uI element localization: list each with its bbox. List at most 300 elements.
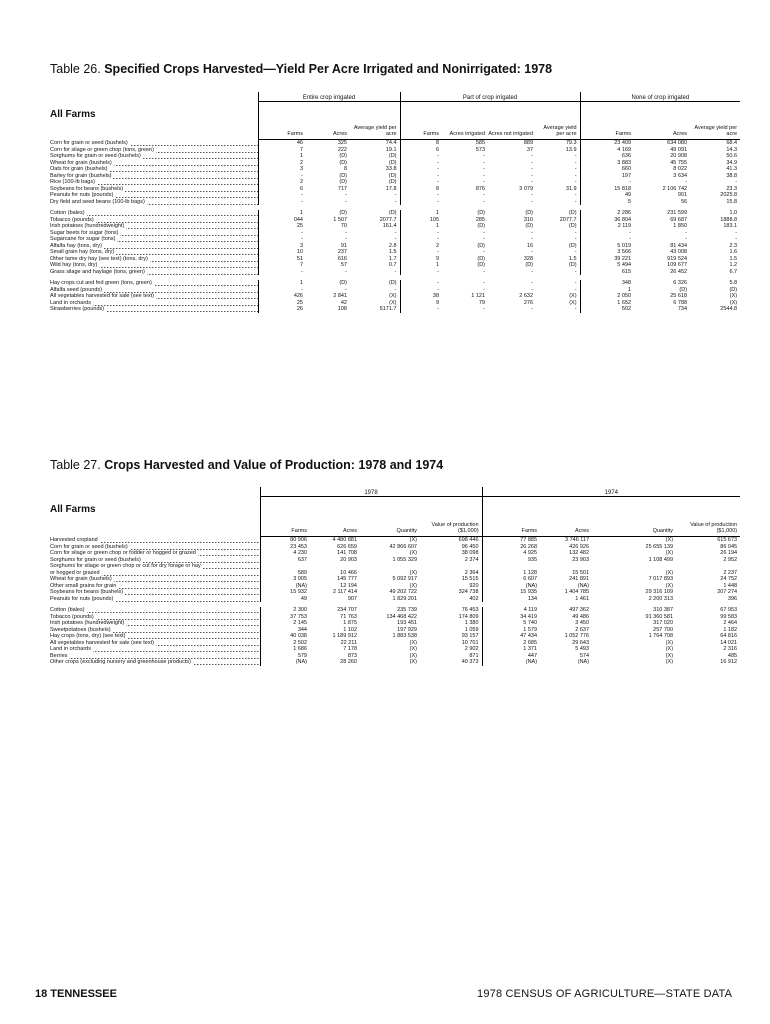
row-label-text: Rice (100-lb bags) — [50, 179, 95, 185]
row-label-text: or hogged or grazed — [50, 569, 100, 576]
table-cell: 14 021 — [720, 639, 738, 646]
table-cell: (D) — [568, 262, 577, 268]
row-label-text: Cotton (bales) — [50, 210, 85, 216]
table-cell: - — [345, 286, 347, 293]
table-cell: 5 092 917 — [392, 576, 417, 582]
row-label-text: All vegetables harvested for sale (see text) — [50, 639, 154, 646]
table-cell: 1 — [258, 153, 306, 160]
table-cell: 19.1 — [385, 146, 397, 153]
table-cell: 876 — [475, 185, 486, 192]
table-cell: 3 634 — [673, 172, 688, 179]
table-cell: 1 108 499 — [648, 556, 674, 563]
table-cell: - — [345, 192, 347, 198]
table-cell: - — [531, 249, 534, 255]
table-cell: 2 502 — [260, 640, 310, 647]
table-cell: 1 850 — [673, 223, 688, 229]
table-cell: (D) — [477, 223, 486, 229]
table-cell: 6 — [258, 186, 306, 193]
table-cell: 615 — [580, 269, 634, 276]
table-cell: 4 925 — [482, 550, 540, 557]
t27-col-header: Farms — [482, 497, 540, 537]
table-cell: 636 — [580, 153, 634, 160]
table-cell: 3 005 — [260, 576, 310, 583]
table-cell: 71 763 — [340, 613, 357, 620]
table-cell: 86 045 — [720, 543, 738, 550]
table27 — [50, 487, 740, 666]
table-cell: 285 — [475, 216, 486, 223]
table-cell: 2077.7 — [559, 216, 577, 223]
table-cell: 257 700 — [653, 626, 674, 633]
table-cell: - — [258, 199, 306, 206]
table-cell: 47 434 — [482, 633, 540, 640]
table-cell: 2 286 — [580, 210, 634, 217]
table-cell: 38.8 — [726, 172, 738, 179]
table-cell: (D) — [388, 179, 397, 185]
table-cell: 1888.8 — [720, 216, 738, 223]
table-cell: 4 480 881 — [332, 537, 357, 543]
table-cell: 1 — [400, 262, 442, 269]
table-cell: 2 300 — [260, 607, 310, 614]
table-cell: 15 501 — [572, 569, 590, 576]
table-cell: 99 583 — [720, 613, 738, 620]
table-cell: 2 050 — [580, 293, 634, 300]
table-cell: - — [483, 166, 486, 172]
table-cell: 616 — [337, 255, 347, 262]
table-cell: 39 221 — [580, 256, 634, 263]
table-cell: 717 — [337, 185, 347, 192]
table-cell: 67 953 — [720, 607, 738, 613]
table-cell: 26 194 — [720, 550, 738, 556]
table-cell: 50.6 — [726, 153, 738, 159]
table-cell: 79 — [478, 299, 486, 306]
table-cell: 145 777 — [337, 576, 357, 582]
table-cell: 1 829 201 — [392, 595, 417, 602]
table-cell: 485 — [727, 652, 738, 659]
table-cell: 41.3 — [726, 166, 738, 172]
table-cell: (X) — [665, 659, 674, 665]
table-cell: - — [574, 172, 577, 179]
table-cell: 197 929 — [397, 626, 417, 633]
table-cell: 276 — [523, 299, 534, 306]
table-cell: 660 — [580, 166, 634, 173]
row-label-text: Sorghums for grain or seed (bushels) — [50, 556, 141, 563]
table-cell: - — [400, 287, 442, 294]
table-cell: 426 — [258, 293, 306, 300]
table-cell: - — [483, 159, 486, 166]
table-cell: - — [258, 287, 306, 294]
table-row — [50, 659, 740, 666]
table-cell: 589 — [260, 570, 310, 577]
table-cell: - — [394, 229, 397, 236]
table-cell: (D) — [568, 242, 577, 249]
table-cell: - — [483, 280, 486, 286]
table-cell: 40 038 — [260, 633, 310, 640]
table-cell: (NA) — [260, 583, 310, 590]
row-label-text: Other crops (excluding nursery and greenhouse products) — [50, 659, 191, 665]
table-cell: 935 — [482, 557, 540, 564]
t27-group-1974: 1974 — [482, 487, 740, 497]
row-label-text: Wild hay (tons, dry) — [50, 262, 98, 268]
table-cell: - — [685, 236, 688, 242]
table-cell: 56 — [680, 198, 688, 205]
table-cell: 3 — [258, 166, 306, 173]
table-cell: 105 — [400, 217, 442, 224]
table-cell: 46 — [258, 140, 306, 147]
table-cell: 40 373 — [461, 659, 479, 665]
table-cell: (X) — [665, 652, 674, 659]
table-cell: 134 — [482, 596, 540, 603]
table26-title — [50, 62, 552, 76]
table-cell: 1 128 — [482, 570, 540, 577]
table-cell: 43 008 — [670, 249, 688, 255]
t26-col-header: Acres not irrigated — [488, 102, 536, 140]
row-label-text: Sugarcane for sugar (tons) — [50, 236, 116, 242]
table-cell: 108 — [337, 306, 347, 312]
table-cell: 29 316 109 — [645, 589, 674, 595]
table-cell: (D) — [339, 172, 347, 179]
table-cell: 77 885 — [482, 537, 540, 544]
table-cell: 20 908 — [670, 153, 688, 159]
table-cell: 20 903 — [340, 556, 357, 563]
row-label — [50, 140, 258, 147]
t26-group-part: Part of crop irrigated — [400, 92, 580, 102]
table-cell: (D) — [477, 210, 486, 216]
row-label-text: Irish potatoes (hundredweight) — [50, 223, 125, 229]
row-label-text: Peanuts for nuts (pounds) — [50, 192, 114, 198]
table-cell: (X) — [409, 652, 417, 659]
table-cell: (D) — [568, 210, 577, 216]
table-cell: - — [400, 179, 442, 186]
table-cell: 49 — [260, 596, 310, 603]
row-label-text: Sweetpotatoes (bushels) — [50, 626, 111, 633]
table-cell: 2 — [400, 243, 442, 250]
table-cell: - — [400, 166, 442, 173]
table26-heading: Specified Crops Harvested—Yield Per Acre Irrigated and Nonirrigated: 1978 — [104, 62, 553, 76]
table-cell: 3 746 117 — [564, 537, 590, 543]
table-cell: - — [258, 269, 306, 276]
table-cell: - — [483, 192, 486, 198]
table-cell: 1 — [400, 210, 442, 217]
table-cell: (D) — [477, 262, 486, 268]
row-label-text: Sugar beets for sugar (tons) — [50, 229, 119, 236]
table-cell: 3 450 — [575, 620, 590, 626]
row-label — [50, 537, 260, 544]
table-cell: 25 618 — [670, 293, 688, 299]
table-cell: (D) — [525, 223, 534, 229]
table-cell: 31.9 — [565, 185, 577, 192]
table-cell: 2 237 — [723, 569, 738, 576]
table-cell: (NA) — [577, 582, 590, 589]
table-cell: - — [574, 249, 577, 255]
table-cell: 10 701 — [461, 639, 479, 646]
table-cell: 49 486 — [572, 613, 590, 620]
table-cell: 15.8 — [726, 198, 738, 205]
table-cell: 7 017 893 — [648, 576, 674, 582]
table-cell: 1 764 708 — [648, 633, 674, 639]
table-cell: 45 755 — [670, 159, 688, 166]
table-cell: - — [483, 268, 486, 275]
table-cell: 1 883 538 — [392, 633, 417, 639]
table-cell: 1 404 785 — [564, 589, 590, 595]
table-cell: 901 — [677, 192, 688, 198]
t26-col-header: Average yield per acre — [536, 102, 580, 140]
table-cell: 23.3 — [726, 185, 738, 192]
table-cell: (X) — [665, 537, 674, 543]
table-cell: 34 419 — [482, 614, 540, 621]
table-cell: 64 816 — [720, 633, 738, 639]
t27-col-header: Acres — [540, 497, 592, 537]
table-cell: - — [400, 230, 442, 237]
table-cell: 1 — [400, 223, 442, 230]
table-cell: - — [574, 236, 577, 242]
table-cell: 5 493 — [575, 646, 590, 652]
table-cell: 10 — [258, 249, 306, 256]
table-cell: (X) — [569, 299, 577, 306]
table-cell: - — [400, 199, 442, 206]
table-cell: (NA) — [577, 659, 590, 665]
table-cell: - — [345, 229, 347, 236]
table-cell: 502 — [580, 306, 634, 313]
table-cell: 044 — [258, 217, 306, 224]
row-label-text: Wheat for grain (bushels) — [50, 159, 112, 166]
table-cell: 698 446 — [458, 537, 479, 543]
table-cell: 3 566 — [580, 249, 634, 256]
table-cell: 14.3 — [726, 146, 738, 153]
t26-group-entire: Entire crop irrigated — [258, 92, 400, 102]
table-cell: 1.0 — [729, 210, 738, 216]
table-cell: 2 — [258, 179, 306, 186]
table-cell: 38 098 — [461, 550, 479, 556]
footer-publication: 1978 CENSUS OF AGRICULTURE—STATE DATA — [477, 988, 733, 1000]
row-label-text: Corn for grain or seed (bushels) — [50, 543, 128, 550]
table-cell: (X) — [389, 299, 397, 306]
table-cell: 402 — [469, 595, 479, 602]
table-cell: 7 — [258, 147, 306, 154]
table-cell: 1.7 — [388, 255, 397, 262]
table-row — [50, 306, 740, 313]
table-cell: - — [574, 286, 577, 293]
table-cell: (D) — [388, 280, 397, 286]
table-cell: 2 200 313 — [648, 595, 674, 602]
table-cell: (D) — [339, 159, 347, 166]
table-cell: - — [483, 236, 486, 242]
table-cell: 74.4 — [385, 140, 397, 146]
row-label-text: Wheat for grain (bushels) — [50, 576, 112, 582]
table-cell: (D) — [477, 242, 486, 249]
row-label-text: Peanuts for nuts (pounds) — [50, 595, 114, 602]
table-cell: - — [685, 179, 688, 185]
table-cell: 1 371 — [482, 646, 540, 653]
table-cell: - — [483, 179, 486, 185]
table-cell: - — [400, 173, 442, 180]
table-cell: 1 507 — [333, 216, 347, 223]
row-label — [50, 659, 260, 666]
row-label-text: Berries — [50, 652, 68, 659]
table-cell: 1.6 — [729, 249, 738, 255]
table-cell: 396 — [727, 595, 738, 602]
table-cell: 9 — [400, 300, 442, 307]
table-cell: - — [400, 249, 442, 256]
row-label-text: Grass silage and haylage (tons, green) — [50, 268, 145, 275]
table-cell: 49 — [580, 192, 634, 199]
table-cell: - — [685, 229, 688, 236]
table-cell: 920 — [469, 582, 479, 589]
table-cell: 1 461 — [575, 595, 590, 602]
t26-col-header: Average yield per acre — [350, 102, 400, 140]
table-cell: (X) — [665, 550, 674, 556]
t26-col-header: Acres irrigated — [442, 102, 488, 140]
table-cell: - — [574, 198, 577, 205]
table-cell: 193 451 — [397, 620, 417, 626]
table-cell: 22 211 — [340, 639, 357, 646]
table-cell: - — [483, 229, 486, 236]
table-cell: 70 — [340, 223, 347, 229]
table-cell: 3 — [258, 243, 306, 250]
table-cell: 15 515 — [461, 576, 479, 582]
table-cell: 1 686 — [260, 646, 310, 653]
table27-number: Table 27. — [50, 458, 101, 472]
t26-group-none: None of crop irrigated — [580, 92, 740, 102]
table-cell: 15 932 — [260, 589, 310, 596]
table-cell: 574 — [579, 652, 590, 659]
table-cell: 15 935 — [482, 589, 540, 596]
table-cell: 7 — [258, 262, 306, 269]
table-cell: 17.8 — [385, 185, 397, 192]
table-cell: 2 316 — [723, 646, 738, 652]
table-cell: 1 579 — [482, 627, 540, 634]
t26-body — [50, 140, 740, 313]
table-cell: 2 637 — [575, 626, 590, 633]
table-cell: 615 673 — [717, 537, 738, 543]
table-cell: 2 841 — [333, 293, 347, 299]
table-cell: (D) — [339, 210, 347, 216]
table-cell: 91 360 581 — [645, 613, 674, 620]
table-cell: (D) — [679, 286, 688, 293]
t27-col-header: Value of production ($1,000) — [676, 497, 740, 537]
table-cell: (D) — [339, 153, 347, 159]
table-cell: - — [531, 179, 534, 185]
table-cell: 0.7 — [388, 262, 397, 268]
t27-col-header: Quantity — [592, 497, 676, 537]
table-cell: 1 — [258, 210, 306, 217]
table-cell: 57 — [340, 262, 347, 268]
table-cell: 2 145 — [260, 620, 310, 627]
table26-number: Table 26. — [50, 62, 101, 76]
table-cell: (NA) — [482, 583, 540, 590]
table-cell: (D) — [339, 280, 347, 286]
table-cell: 5 019 — [580, 243, 634, 250]
table-cell: 1.5 — [568, 255, 577, 262]
table-cell: 426 926 — [569, 543, 590, 550]
table-cell: - — [483, 286, 486, 293]
table-cell: 3 883 — [580, 160, 634, 167]
table-cell: 12 194 — [340, 582, 357, 589]
table-cell: 1 055 329 — [392, 556, 417, 563]
row-label-text: Hay crops (tons, dry) (see text) — [50, 633, 126, 639]
table-cell: - — [574, 280, 577, 286]
table-cell: 497 362 — [569, 607, 590, 613]
table-cell: 2 119 — [580, 223, 634, 230]
t26-col-header: Average yield per acre — [690, 102, 740, 140]
table27-heading: Crops Harvested and Value of Production: 1978 and 1974 — [104, 458, 444, 472]
table-cell: (X) — [665, 569, 674, 576]
table-cell: - — [400, 153, 442, 160]
table-cell: - — [483, 153, 486, 159]
table-cell: (D) — [388, 210, 397, 216]
row-label-text: Corn for silage or green chop (tons, green) — [50, 146, 154, 153]
row-label-text: Corn for silage or green chop or fodder or hogged or grazed — [50, 550, 196, 556]
table-cell: 134 468 422 — [386, 613, 417, 620]
table-cell: 348 — [580, 280, 634, 287]
table-cell: 1 652 — [580, 300, 634, 307]
table-cell: 2 952 — [723, 556, 738, 563]
table-cell: 873 — [347, 652, 357, 659]
table-cell: - — [531, 153, 534, 159]
table-cell: - — [574, 179, 577, 185]
table-cell: 317 020 — [653, 620, 674, 626]
table-cell: - — [483, 306, 486, 312]
table-cell: 81 434 — [670, 242, 688, 249]
table-cell: 2 374 — [464, 556, 479, 563]
row-label-text: Land in orchards — [50, 299, 91, 306]
table-cell: 1.2 — [729, 262, 738, 268]
table-cell: - — [345, 236, 347, 242]
table-cell: - — [574, 229, 577, 236]
table-cell: (D) — [388, 172, 397, 179]
table-cell: 6 607 — [482, 576, 540, 583]
table-cell: 231 599 — [667, 210, 688, 216]
table-cell: 2 117 414 — [332, 589, 357, 595]
table-cell: (X) — [665, 646, 674, 652]
table-cell: - — [574, 192, 577, 198]
row-label-text: Other tame dry hay (see text) (tons, dry) — [50, 255, 148, 262]
table-cell: - — [580, 179, 634, 186]
table-cell: 6.7 — [729, 268, 738, 275]
table-cell: 2 364 — [464, 569, 479, 576]
table-cell: (NA) — [260, 659, 310, 666]
table-cell: 69 687 — [670, 216, 688, 223]
table-cell: 2025.8 — [720, 192, 738, 198]
row-label — [50, 306, 258, 313]
table-cell: - — [483, 249, 486, 255]
t27-group-1978: 1978 — [260, 487, 482, 497]
table-cell: - — [258, 192, 306, 199]
table-cell: (X) — [665, 582, 674, 589]
table-cell: 109 677 — [667, 262, 688, 268]
table-cell: 579 — [260, 653, 310, 660]
table-cell: 207 274 — [717, 589, 738, 595]
table-cell: - — [394, 192, 397, 198]
table-cell: (X) — [729, 299, 738, 306]
table-cell: (X) — [569, 293, 577, 299]
table-cell: (NA) — [482, 659, 540, 666]
table-cell: 36 804 — [580, 217, 634, 224]
table-cell: (X) — [409, 659, 417, 665]
table-cell: (X) — [409, 639, 417, 646]
table-cell: 26 452 — [670, 268, 688, 275]
table-cell: 4 119 — [482, 607, 540, 614]
t27-col-header: Farms — [260, 497, 310, 537]
table-cell: 1 182 — [723, 626, 738, 633]
table-cell: 33.8 — [385, 166, 397, 172]
table-cell: - — [531, 286, 534, 293]
table-cell: - — [531, 192, 534, 198]
table-cell: 626 659 — [337, 543, 357, 550]
table-cell: - — [394, 198, 397, 205]
table-cell: (D) — [525, 210, 534, 216]
table-cell: 4 230 — [260, 550, 310, 557]
table-cell: 5 740 — [482, 620, 540, 627]
